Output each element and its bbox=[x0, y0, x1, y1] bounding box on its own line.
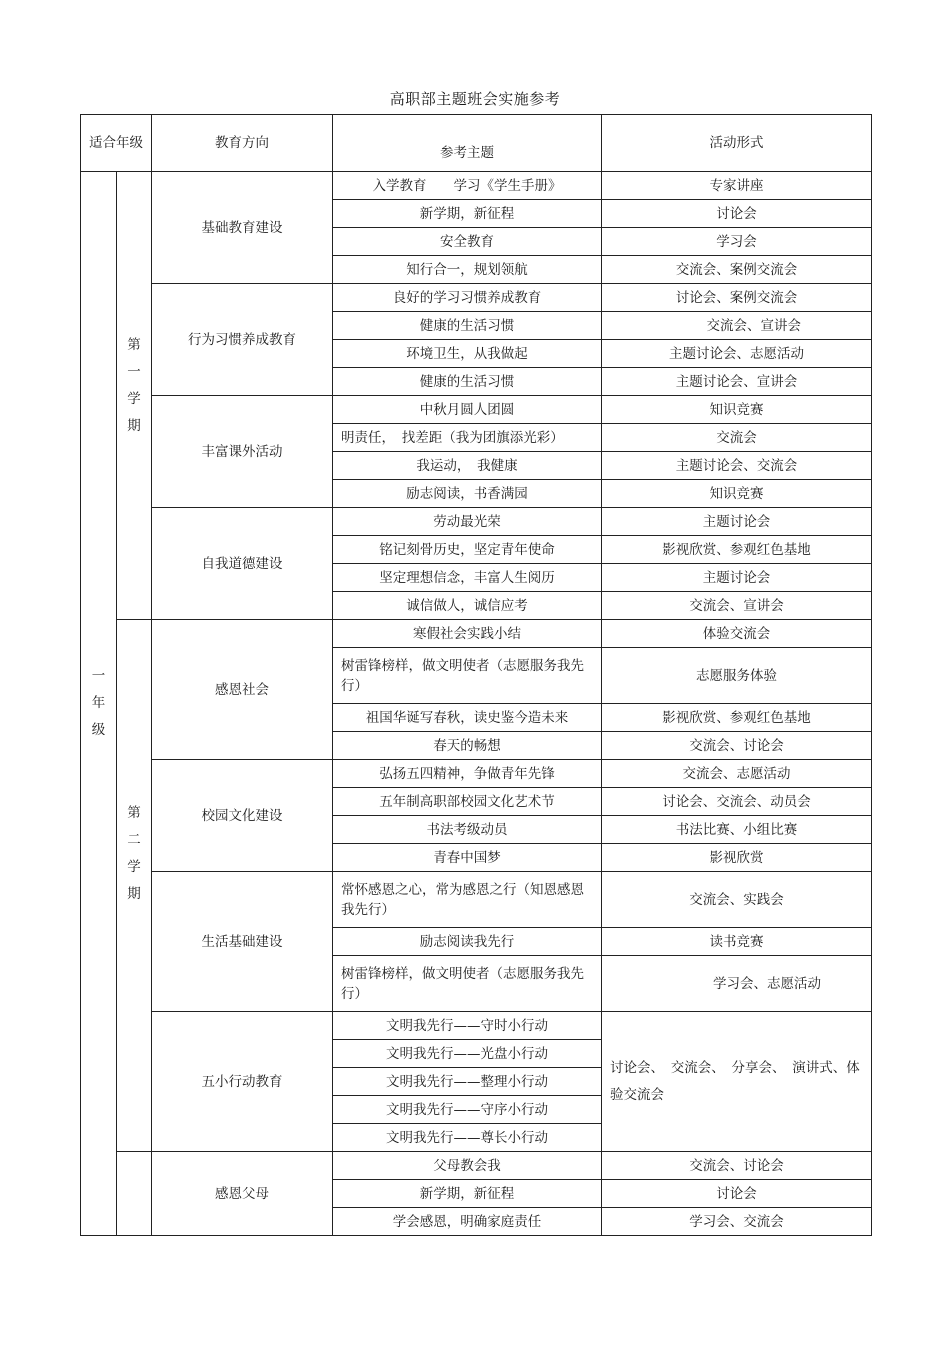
form-cell: 交流会、志愿活动 bbox=[602, 760, 872, 788]
form-cell: 交流会、案例交流会 bbox=[602, 256, 872, 284]
topic-cell: 学会感恩，明确家庭责任 bbox=[333, 1208, 602, 1236]
table-row bbox=[81, 396, 872, 424]
topic-cell: 环境卫生，从我做起 bbox=[333, 340, 602, 368]
form-cell: 专家讲座 bbox=[602, 172, 872, 200]
direction-cell: 感恩父母 bbox=[152, 1152, 333, 1236]
semester-char: 二 bbox=[127, 832, 141, 848]
topic-cell: 知行合一，规划领航 bbox=[333, 256, 602, 284]
topic-cell: 父母教会我 bbox=[333, 1152, 602, 1180]
direction-cell: 丰富课外活动 bbox=[152, 396, 333, 508]
topic-cell: 明责任， 找差距（我为团旗添光彩） bbox=[333, 424, 602, 452]
topic-cell: 树雷锋榜样，做文明使者（志愿服务我先行） bbox=[333, 648, 602, 704]
topic-cell: 中秋月圆人团圆 bbox=[333, 396, 602, 424]
topic-cell: 青春中国梦 bbox=[333, 844, 602, 872]
form-cell: 主题讨论会 bbox=[602, 508, 872, 536]
form-cell: 讨论会 bbox=[602, 200, 872, 228]
topic-cell: 书法考级动员 bbox=[333, 816, 602, 844]
table-row bbox=[81, 760, 872, 788]
theme-meeting-table bbox=[80, 114, 872, 1236]
form-cell: 知识竞赛 bbox=[602, 396, 872, 424]
header-topic: 参考主题 bbox=[333, 115, 602, 172]
form-cell: 交流会、讨论会 bbox=[602, 1152, 872, 1180]
header-grade: 适合年级 bbox=[81, 115, 152, 172]
form-cell: 学习会、交流会 bbox=[602, 1208, 872, 1236]
grade-char: 年 bbox=[91, 695, 106, 711]
direction-cell: 自我道德建设 bbox=[152, 508, 333, 620]
semester-char: 期 bbox=[127, 418, 141, 434]
table-row bbox=[81, 620, 872, 648]
grade-cell bbox=[81, 172, 117, 1236]
topic-cell: 新学期，新征程 bbox=[333, 1180, 602, 1208]
topic-cell: 励志阅读，书香满园 bbox=[333, 480, 602, 508]
form-cell: 交流会、讨论会 bbox=[602, 732, 872, 760]
topic-cell: 入学教育 学习《学生手册》 bbox=[333, 172, 602, 200]
table-row bbox=[81, 1152, 872, 1180]
form-cell: 交流会、宣讲会 bbox=[602, 312, 872, 340]
form-cell: 影视欣赏、参观红色基地 bbox=[602, 536, 872, 564]
semester-char: 第 bbox=[127, 337, 141, 353]
direction-cell: 行为习惯养成教育 bbox=[152, 284, 333, 396]
form-cell: 交流会、宣讲会 bbox=[602, 592, 872, 620]
topic-cell: 健康的生活习惯 bbox=[333, 368, 602, 396]
topic-cell: 文明我先行——守时小行动 bbox=[333, 1012, 602, 1040]
form-cell: 影视欣赏、参观红色基地 bbox=[602, 704, 872, 732]
topic-cell: 安全教育 bbox=[333, 228, 602, 256]
topic-cell: 祖国华诞写春秋，读史鉴今造未来 bbox=[333, 704, 602, 732]
topic-cell: 常怀感恩之心，常为感恩之行（知恩感恩我先行） bbox=[333, 872, 602, 928]
topic-cell: 文明我先行——光盘小行动 bbox=[333, 1040, 602, 1068]
form-cell: 影视欣赏 bbox=[602, 844, 872, 872]
form-cell: 学习会 bbox=[602, 228, 872, 256]
topic-cell: 春天的畅想 bbox=[333, 732, 602, 760]
topic-cell: 铭记刻骨历史，坚定青年使命 bbox=[333, 536, 602, 564]
topic-cell: 励志阅读我先行 bbox=[333, 928, 602, 956]
form-cell: 学习会、志愿活动 bbox=[602, 956, 872, 1012]
topic-cell: 健康的生活习惯 bbox=[333, 312, 602, 340]
topic-cell: 文明我先行——整理小行动 bbox=[333, 1068, 602, 1096]
direction-cell: 生活基础建设 bbox=[152, 872, 333, 1012]
form-cell: 讨论会 bbox=[602, 1180, 872, 1208]
form-cell: 主题讨论会、交流会 bbox=[602, 452, 872, 480]
semester-cell bbox=[117, 172, 152, 620]
direction-cell: 五小行动教育 bbox=[152, 1012, 333, 1152]
topic-cell: 树雷锋榜样，做文明使者（志愿服务我先行） bbox=[333, 956, 602, 1012]
form-cell: 交流会 bbox=[602, 424, 872, 452]
direction-cell: 校园文化建设 bbox=[152, 760, 333, 872]
form-cell: 交流会、实践会 bbox=[602, 872, 872, 928]
form-cell: 讨论会、交流会、动员会 bbox=[602, 788, 872, 816]
header-direction: 教育方向 bbox=[152, 115, 333, 172]
semester-char: 学 bbox=[127, 391, 141, 407]
grade-char: 一 bbox=[91, 668, 106, 684]
topic-cell: 寒假社会实践小结 bbox=[333, 620, 602, 648]
topic-cell: 五年制高职部校园文化艺术节 bbox=[333, 788, 602, 816]
form-cell: 主题讨论会 bbox=[602, 564, 872, 592]
topic-cell: 文明我先行——尊长小行动 bbox=[333, 1124, 602, 1152]
topic-cell: 劳动最光荣 bbox=[333, 508, 602, 536]
table-row bbox=[81, 872, 872, 928]
form-cell: 知识竞赛 bbox=[602, 480, 872, 508]
table-row bbox=[81, 284, 872, 312]
semester-char: 第 bbox=[127, 805, 141, 821]
topic-cell: 坚定理想信念，丰富人生阅历 bbox=[333, 564, 602, 592]
table-row bbox=[81, 172, 872, 200]
semester-cell bbox=[117, 620, 152, 1152]
semester-char: 一 bbox=[127, 364, 141, 380]
form-cell: 讨论会、 交流会、 分享会、 演讲式、体验交流会 bbox=[602, 1012, 872, 1152]
form-cell: 主题讨论会、志愿活动 bbox=[602, 340, 872, 368]
form-cell: 志愿服务体验 bbox=[602, 648, 872, 704]
topic-cell: 诚信做人，诚信应考 bbox=[333, 592, 602, 620]
topic-cell: 文明我先行——守序小行动 bbox=[333, 1096, 602, 1124]
form-cell: 书法比赛、小组比赛 bbox=[602, 816, 872, 844]
topic-cell: 弘扬五四精神，争做青年先锋 bbox=[333, 760, 602, 788]
form-cell: 主题讨论会、宣讲会 bbox=[602, 368, 872, 396]
topic-cell: 新学期，新征程 bbox=[333, 200, 602, 228]
semester-char: 学 bbox=[127, 859, 141, 875]
form-cell: 读书竞赛 bbox=[602, 928, 872, 956]
header-form: 活动形式 bbox=[602, 115, 872, 172]
grade-char: 级 bbox=[91, 722, 106, 738]
direction-cell: 基础教育建设 bbox=[152, 172, 333, 284]
table-row bbox=[81, 508, 872, 536]
semester-char: 期 bbox=[127, 886, 141, 902]
table-row bbox=[81, 1012, 872, 1040]
topic-cell: 我运动， 我健康 bbox=[333, 452, 602, 480]
form-cell: 体验交流会 bbox=[602, 620, 872, 648]
direction-cell: 感恩社会 bbox=[152, 620, 333, 760]
semester-cell bbox=[117, 1152, 152, 1236]
table-header-row bbox=[81, 115, 872, 172]
page-title: 高职部主题班会实施参考 bbox=[389, 90, 561, 108]
form-cell: 讨论会、案例交流会 bbox=[602, 284, 872, 312]
topic-cell: 良好的学习习惯养成教育 bbox=[333, 284, 602, 312]
